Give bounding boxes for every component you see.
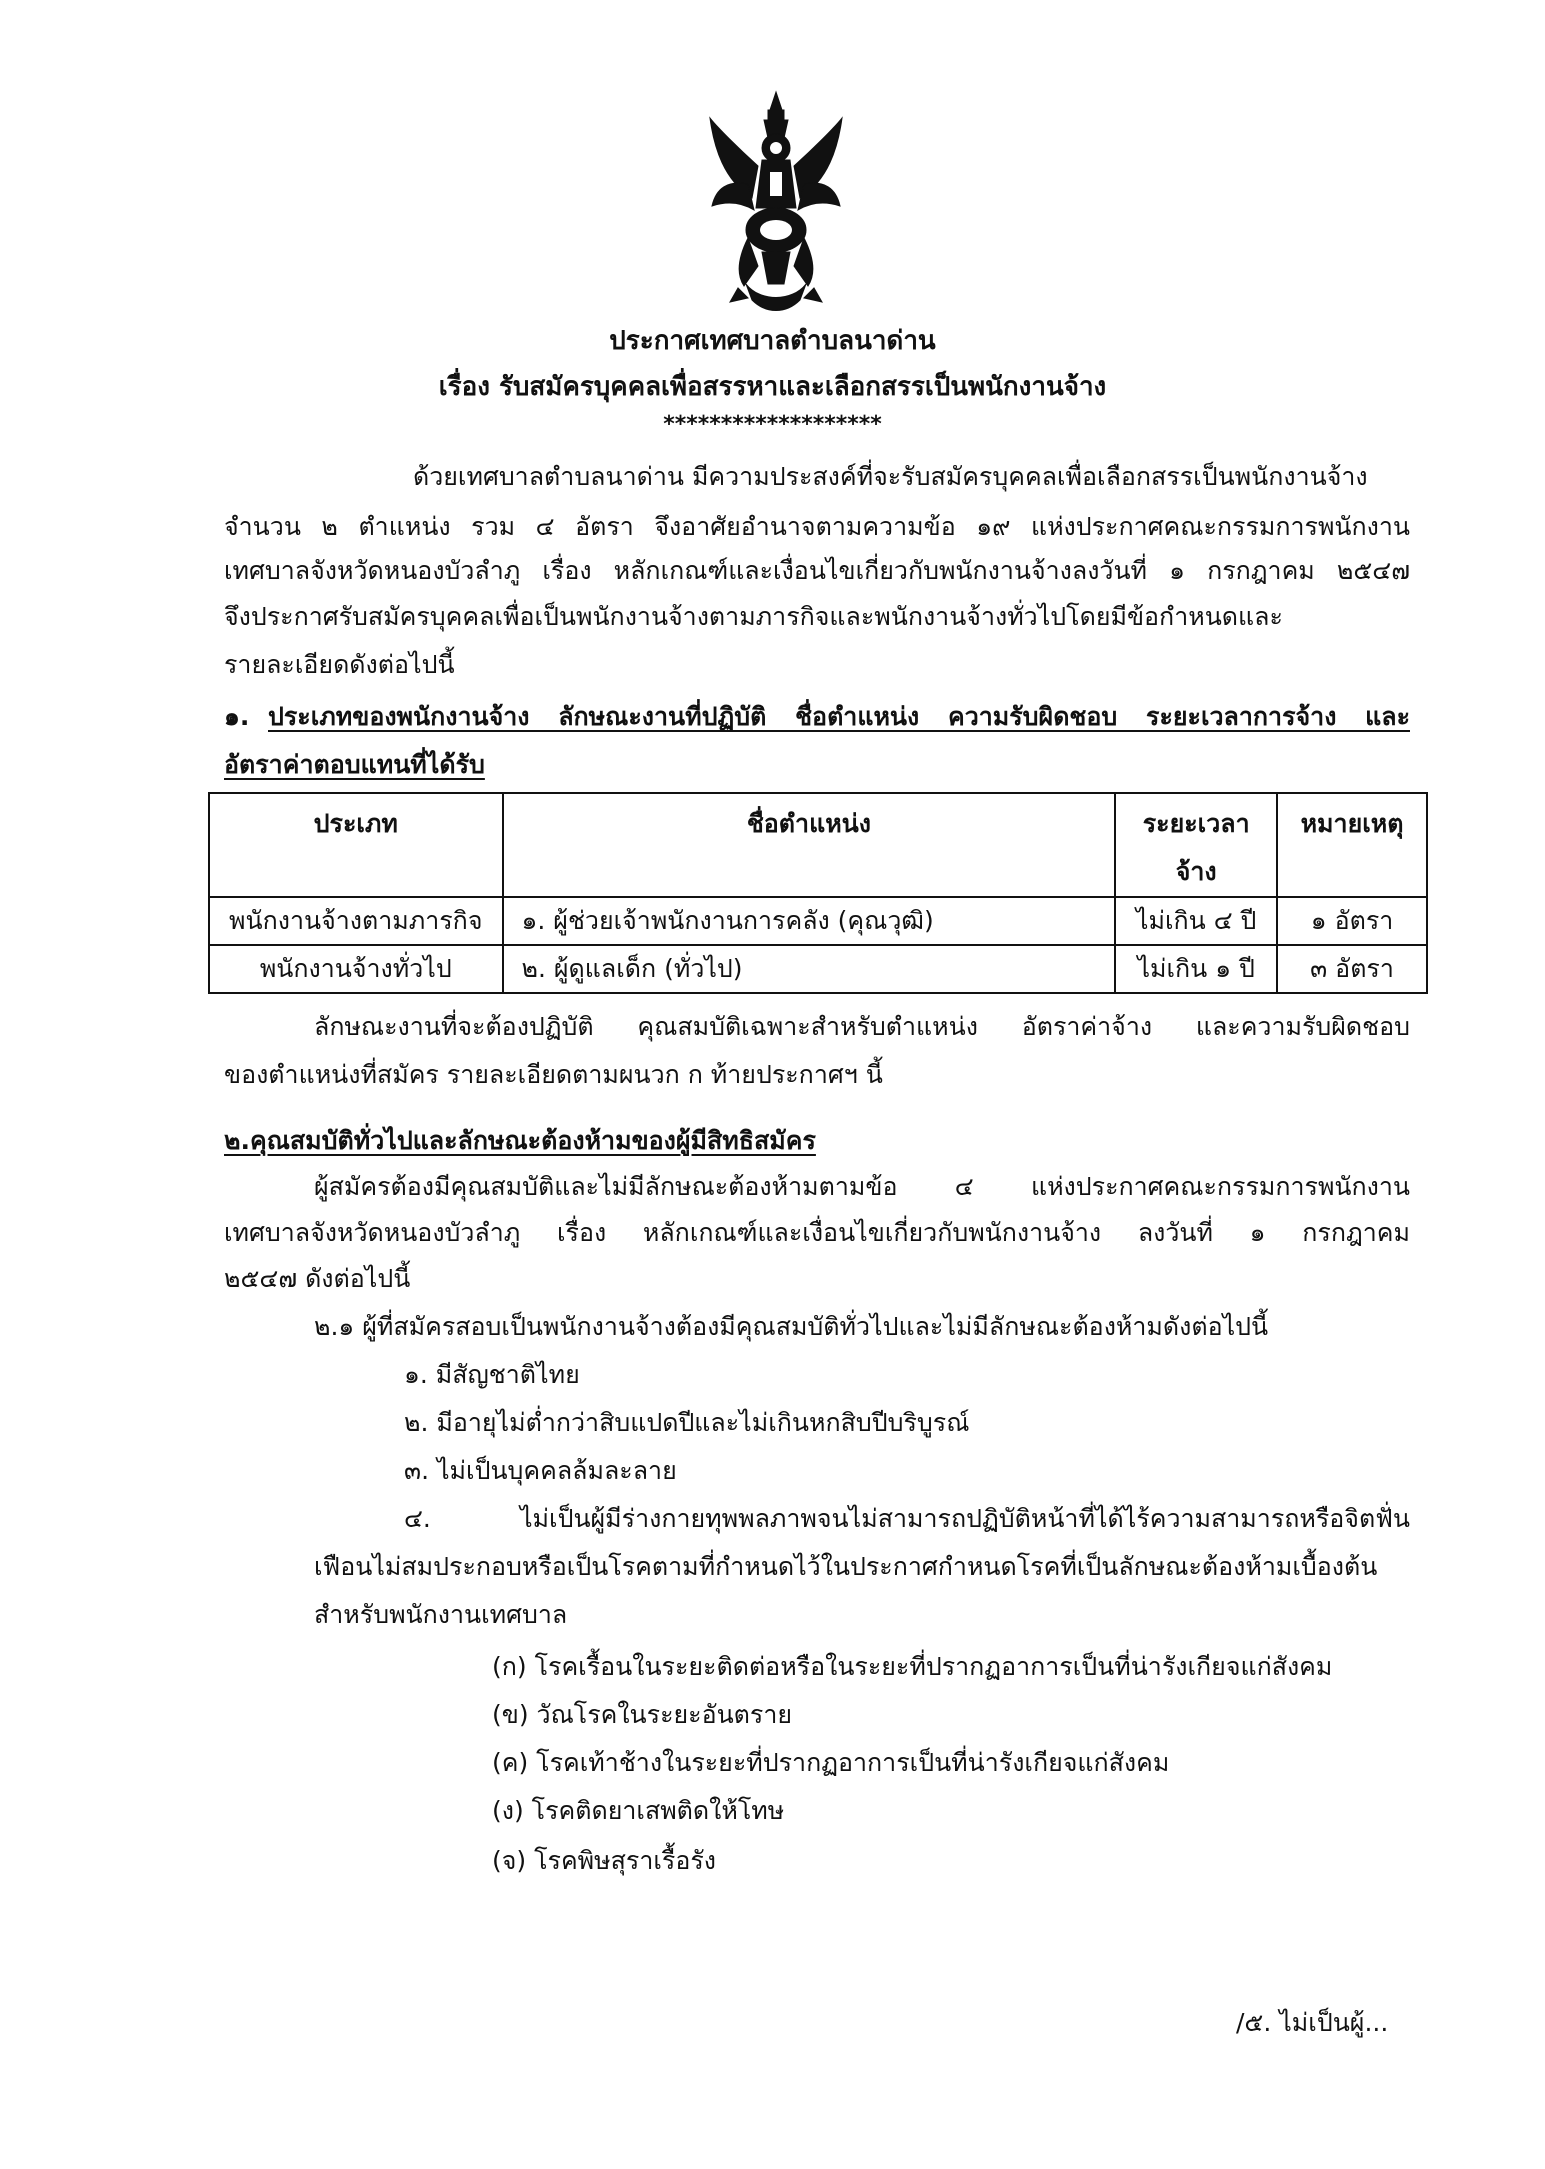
disease-item: (จ) โรคพิษสุราเรื้อรัง	[492, 1846, 716, 1875]
list-item: ๓. ไม่เป็นบุคคลล้มละลาย	[404, 1456, 677, 1485]
table-row	[209, 897, 1427, 945]
positions-table	[208, 792, 1428, 994]
cell-position: ๑. ผู้ช่วยเจ้าพนักงานการคลัง (คุณวุฒิ)	[503, 897, 1116, 945]
section-2-line-3: ๒๕๔๗ ดังต่อไปนี้	[224, 1264, 411, 1293]
intro-line-1: ด้วยเทศบาลตำบลนาด่าน มีความประสงค์ที่จะรับสมัครบุคคลเพื่อเลือกสรรเป็นพนักงานจ้าง	[413, 462, 1368, 491]
item-4-line-1: ๔. ไม่เป็นผู้มีร่างกายทุพพลภาพจนไม่สามารถปฏิบัติหน้าที่ได้ไร้ความสามารถหรือจิตฟั่น	[404, 1504, 1410, 1533]
list-item: ๑. มีสัญชาติไทย	[404, 1360, 580, 1389]
continuation-note: /๕. ไม่เป็นผู้...	[1236, 2008, 1389, 2037]
item-4-line-2: เฟือนไม่สมประกอบหรือเป็นโรคตามที่กำหนดไว้ในประกาศกำหนดโรคที่เป็นลักษณะต้องห้ามเบื้องต้น	[314, 1552, 1378, 1581]
cell-remark: ๑ อัตรา	[1277, 897, 1427, 945]
cell-position: ๒. ผู้ดูแลเด็ก (ทั่วไป)	[503, 945, 1116, 993]
disease-item: (ค) โรคเท้าช้างในระยะที่ปรากฏอาการเป็นที่น่ารังเกียจแก่สังคม	[492, 1748, 1170, 1777]
list-item: ๒. มีอายุไม่ต่ำกว่าสิบแปดปีและไม่เกินหกสิบปีบริบูรณ์	[404, 1408, 970, 1437]
disease-item: (ง) โรคติดยาเสพติดให้โทษ	[492, 1796, 785, 1825]
announcement-title: ประกาศเทศบาลตำบลนาด่าน	[609, 326, 936, 356]
header-type: ประเภท	[209, 793, 503, 897]
announcement-subject: เรื่อง รับสมัครบุคคลเพื่อสรรหาและเลือกสรรเป็นพนักงานจ้าง	[438, 372, 1107, 402]
header-duration-line-1: ระยะเวลา	[1142, 809, 1250, 838]
section-1-note-line-1: ลักษณะงานที่จะต้องปฏิบัติ คุณสมบัติเฉพาะสำหรับตำแหน่ง อัตราค่าจ้าง และความรับผิดชอบ	[314, 1012, 1410, 1041]
cell-type: พนักงานจ้างตามภารกิจ	[209, 897, 503, 945]
table-header-row	[209, 793, 1427, 897]
section-1-note-line-2: ของตำแหน่งที่สมัคร รายละเอียดตามผนวก ก ท้ายประกาศฯ นี้	[224, 1060, 883, 1089]
header-remark: หมายเหตุ	[1277, 793, 1427, 897]
cell-type: พนักงานจ้างทั่วไป	[209, 945, 503, 993]
cell-remark: ๓ อัตรา	[1277, 945, 1427, 993]
section-2-heading: ๒.คุณสมบัติทั่วไปและลักษณะต้องห้ามของผู้มีสิทธิสมัคร	[224, 1126, 816, 1155]
section-1-heading-line-1: ประเภทของพนักงานจ้าง ลักษณะงานที่ปฏิบัติ ชื่อตำแหน่ง ความรับผิดชอบ ระยะเวลาการจ้าง และ	[268, 702, 1410, 731]
title-separator: *******************	[663, 412, 882, 437]
section-2-line-2: เทศบาลจังหวัดหนองบัวลำภู เรื่อง หลักเกณฑ์และเงื่อนไขเกี่ยวกับพนักงานจ้าง ลงวันที่ ๑ กรกฎาคม	[224, 1218, 1410, 1247]
section-2-1-heading: ๒.๑ ผู้ที่สมัครสอบเป็นพนักงานจ้างต้องมีคุณสมบัติทั่วไปและไม่มีลักษณะต้องห้ามดังต่อไปนี้	[314, 1312, 1269, 1341]
garuda-emblem-icon	[708, 88, 844, 318]
header-position: ชื่อตำแหน่ง	[503, 793, 1116, 897]
section-2-line-1: ผู้สมัครต้องมีคุณสมบัติและไม่มีลักษณะต้องห้ามตามข้อ ๔ แห่งประกาศคณะกรรมการพนักงาน	[314, 1172, 1410, 1201]
intro-line-3: เทศบาลจังหวัดหนองบัวลำภู เรื่อง หลักเกณฑ์และเงื่อนไขเกี่ยวกับพนักงานจ้างลงวันที่ ๑ กรกฎาคม ๒๕๔๗	[224, 556, 1410, 585]
header-duration	[1115, 793, 1277, 897]
section-1-heading-line-2: อัตราค่าตอบแทนที่ได้รับ	[224, 750, 485, 779]
disease-item: (ก) โรคเรื้อนในระยะติดต่อหรือในระยะที่ปรากฏอาการเป็นที่น่ารังเกียจแก่สังคม	[492, 1652, 1333, 1681]
section-1-number: ๑.	[224, 702, 250, 731]
disease-item: (ข) วัณโรคในระยะอันตราย	[492, 1700, 793, 1729]
cell-duration: ไม่เกิน ๔ ปี	[1115, 897, 1277, 945]
intro-line-2: จำนวน ๒ ตำแหน่ง รวม ๔ อัตรา จึงอาศัยอำนาจตามความข้อ ๑๙ แห่งประกาศคณะกรรมการพนักงาน	[224, 512, 1410, 541]
intro-line-4: จึงประกาศรับสมัครบุคคลเพื่อเป็นพนักงานจ้างตามภารกิจและพนักงานจ้างทั่วไปโดยมีข้อกำหนดและ	[224, 602, 1283, 631]
header-duration-line-2: จ้าง	[1175, 857, 1217, 886]
intro-line-5: รายละเอียดดังต่อไปนี้	[224, 650, 455, 679]
item-4-line-3: สำหรับพนักงานเทศบาล	[314, 1600, 568, 1629]
table-row	[209, 945, 1427, 993]
cell-duration: ไม่เกิน ๑ ปี	[1115, 945, 1277, 993]
